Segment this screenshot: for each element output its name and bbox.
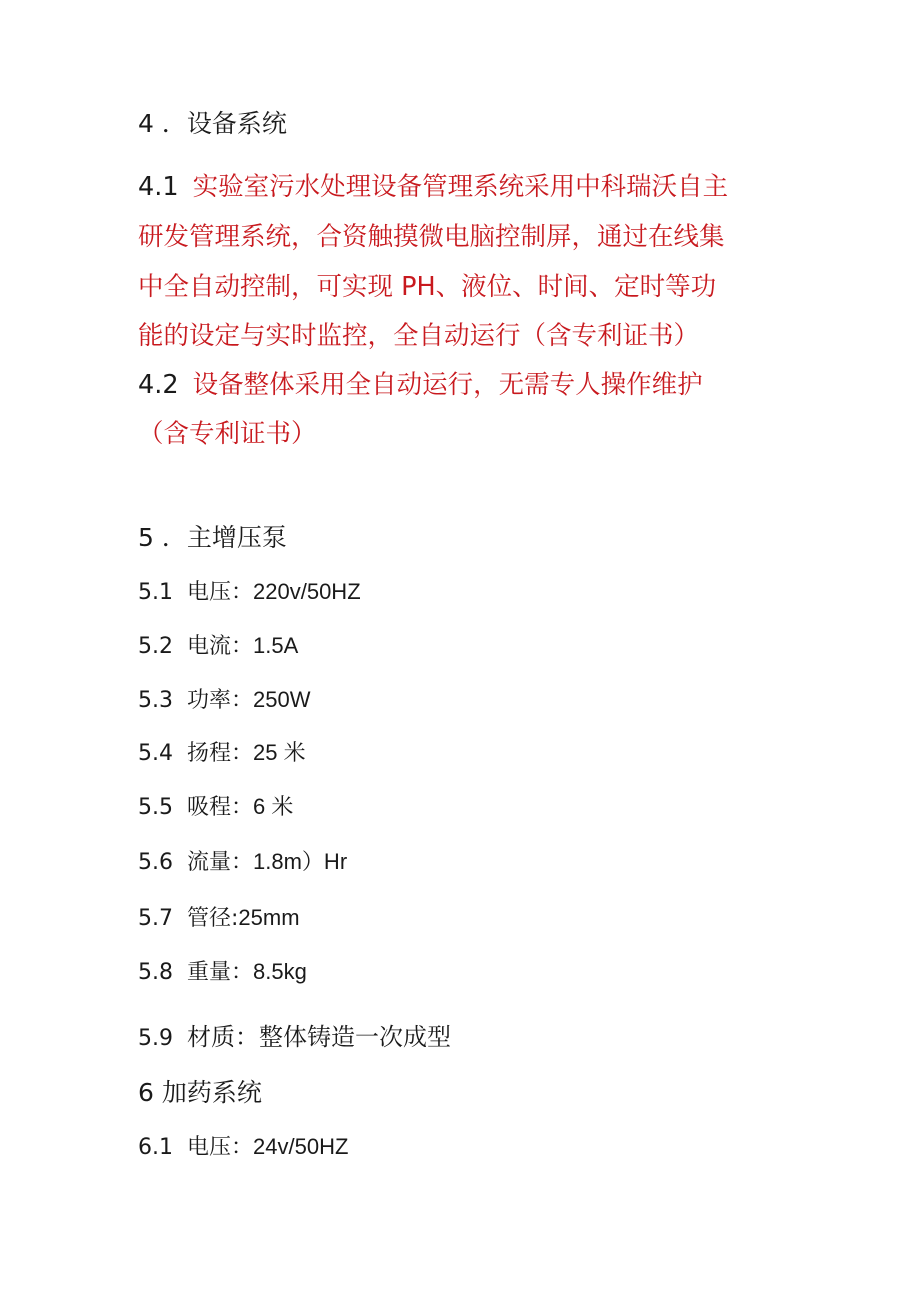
item-4-2-text-2: （含专利证书） bbox=[138, 419, 317, 449]
spec-label: 功率： bbox=[187, 688, 254, 713]
spec-label: 材质： bbox=[187, 1023, 259, 1051]
spec-value: 1.5A bbox=[253, 633, 299, 658]
spec-value: 6 米 bbox=[253, 794, 294, 819]
spec-row bbox=[138, 689, 311, 712]
item-4-2-number: 4.2 bbox=[138, 370, 179, 400]
spec-number: 6.1 bbox=[138, 1135, 173, 1160]
spec-value: 25 米 bbox=[253, 740, 306, 765]
spec-label: 扬程： bbox=[187, 741, 254, 766]
spec-value: 250W bbox=[253, 687, 311, 712]
spec-label: 电压： bbox=[187, 580, 254, 605]
spec-number: 5.9 bbox=[138, 1026, 173, 1051]
spec-label: 流量： bbox=[187, 850, 254, 875]
spec-label: 管径: bbox=[187, 906, 239, 931]
spec-label: 电压： bbox=[187, 1135, 254, 1160]
spec-row bbox=[138, 1025, 451, 1050]
spec-row bbox=[138, 851, 347, 874]
spec-number: 5.4 bbox=[138, 741, 173, 766]
spec-number: 5.5 bbox=[138, 795, 173, 820]
item-4-1-line-1 bbox=[138, 172, 729, 202]
spec-label: 重量： bbox=[187, 960, 254, 985]
spec-value: 24v/50HZ bbox=[253, 1134, 349, 1159]
spec-label: 吸程： bbox=[187, 795, 254, 820]
item-4-1-number: 4.1 bbox=[138, 172, 179, 202]
spec-row bbox=[138, 635, 298, 658]
section-4-heading: 4 ．设备系统 bbox=[138, 109, 287, 138]
spec-row bbox=[138, 742, 306, 765]
spec-row bbox=[138, 907, 300, 930]
section-6-heading: 6 加药系统 bbox=[138, 1078, 262, 1107]
item-4-1-text-4: 能的设定与实时监控，全自动运行（含专利证书） bbox=[138, 321, 700, 351]
item-4-1-text-3: 中全自动控制，可实现 PH、液位、时间、定时等功 bbox=[138, 272, 717, 302]
spec-number: 5.3 bbox=[138, 688, 173, 713]
spec-value: 整体铸造一次成型 bbox=[259, 1023, 451, 1051]
spec-number: 5.1 bbox=[138, 580, 173, 605]
spec-row bbox=[138, 1136, 348, 1159]
item-4-2-line-1 bbox=[138, 370, 703, 400]
item-4-2-text-1: 设备整体采用全自动运行，无需专人操作维护 bbox=[192, 370, 703, 400]
spec-number: 5.8 bbox=[138, 960, 173, 985]
spec-number: 5.2 bbox=[138, 634, 173, 659]
spec-row bbox=[138, 961, 307, 984]
spec-number: 5.7 bbox=[138, 906, 173, 931]
spec-value: 220v/50HZ bbox=[253, 579, 361, 604]
spec-value: 8.5kg bbox=[253, 959, 307, 984]
spec-number: 5.6 bbox=[138, 850, 173, 875]
item-4-1-text-1: 实验室污水处理设备管理系统采用中科瑞沃自主 bbox=[192, 172, 729, 202]
spec-row bbox=[138, 796, 293, 819]
item-4-1-text-2: 研发管理系统，合资触摸微电脑控制屏，通过在线集 bbox=[138, 222, 725, 252]
spec-row bbox=[138, 581, 361, 604]
spec-value: 25mm bbox=[238, 905, 300, 930]
spec-label: 电流： bbox=[187, 634, 254, 659]
spec-value: 1.8m）Hr bbox=[253, 849, 348, 874]
section-5-heading: 5 ．主增压泵 bbox=[138, 523, 287, 552]
